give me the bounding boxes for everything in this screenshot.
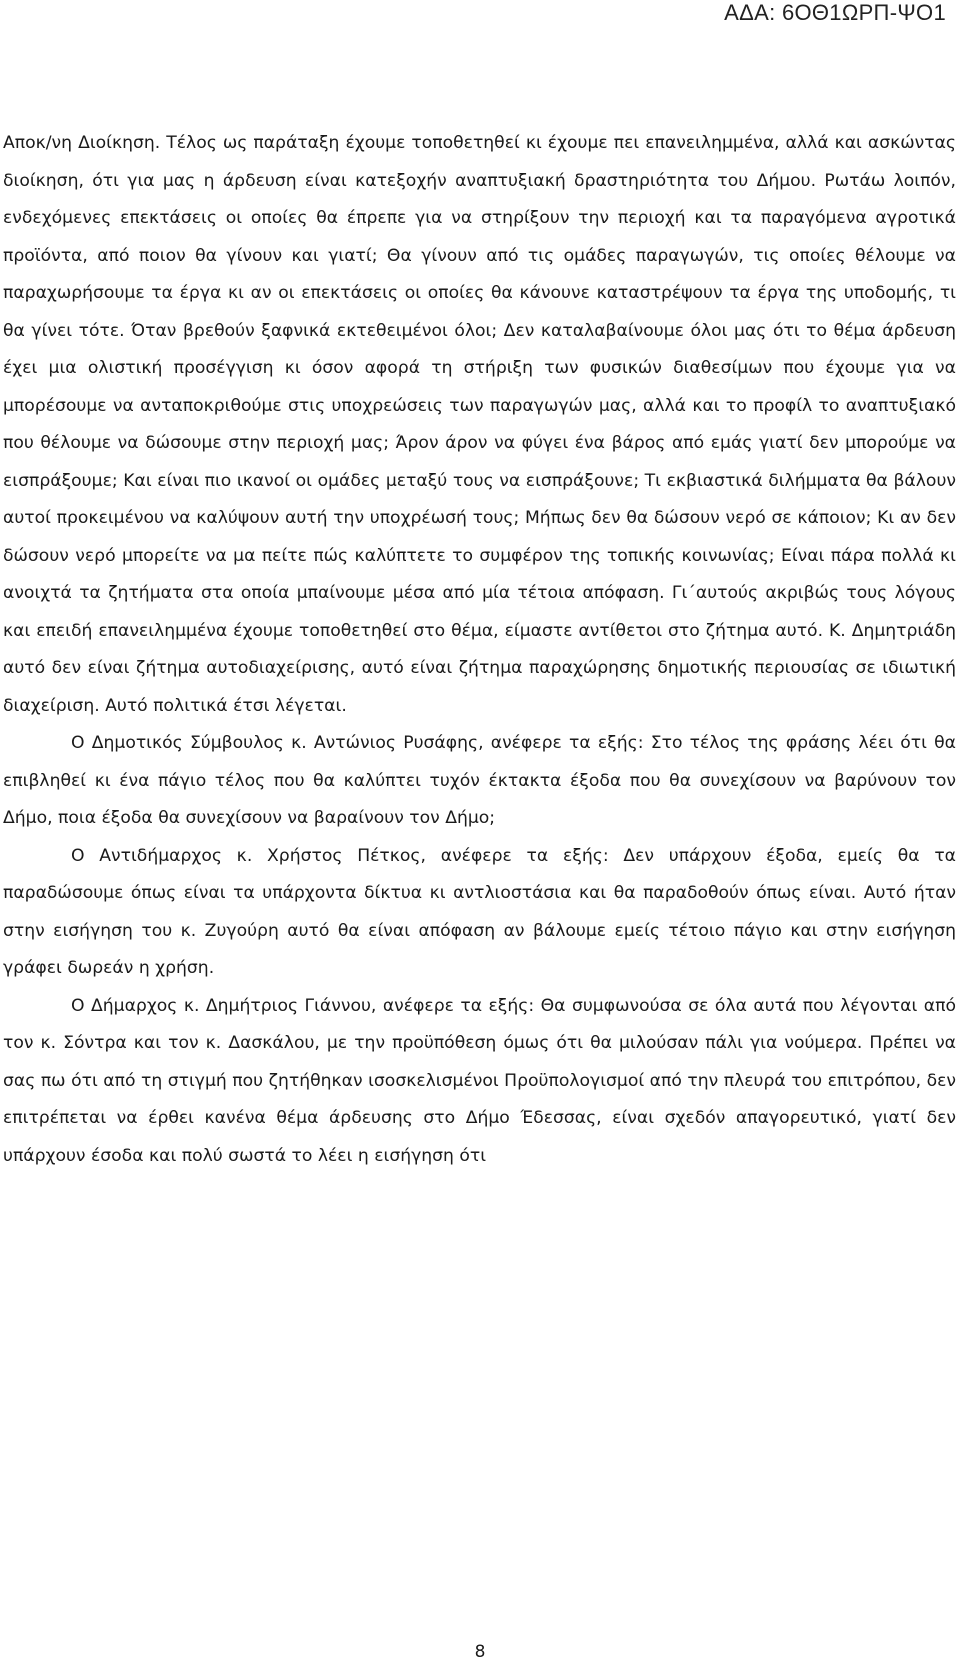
paragraph-mayor-giannou: Ο Δήμαρχος κ. Δημήτριος Γιάννου, ανέφερε τα εξής: Θα συμφωνούσα σε όλα αυτά που λέγονται από τον κ. Σόντρα και τον κ. Δασκάλου, με την προϋπόθεση όμως ότι θα μιλούσαν πάλι για νούμερα. Πρέπει να σας πω ότι από τη στιγμή που ζητήθηκαν ισοσκελισμένοι Προϋπολογισμοί από την πλευρά του επιτρόπου, δεν επιτρέπεται να έρθει κανένα θέμα άρδευσης στο Δήμο Έδεσσας, είναι σχεδόν απαγορευτικό, γιατί δεν υπάρχουν έσοδα και πολύ σωστά το λέει η εισήγηση ότι: [3, 995, 956, 1166]
page-number: 8: [474, 1642, 486, 1662]
document-id-code: ΑΔΑ: 6ΟΘ1ΩΡΠ-ΨΟ1: [724, 0, 946, 25]
paragraph-opposition-statement: Αποκ/νη Διοίκηση. Τέλος ως παράταξη έχουμε τοποθετηθεί κι έχουμε πει επανειλημμένα, αλλά και ασκώντας διοίκηση, ότι για μας η άρδευση είναι κατεξοχήν αναπτυξιακή δραστηριότητα του Δήμου. Ρωτάω λοιπόν, ενδεχόμενες επεκτάσεις οι οποίες θα έπρεπε για να στηρίξουν την περιοχή και τα παραγόμενα αγροτικά προϊόντα, από ποιον θα γίνουν και γιατί; Θα γίνουν από τις ομάδες παραγωγών, τις οποίες θέλουμε να παραχωρήσουμε τα έργα κι αν οι επεκτάσεις οι οποίες θα κάνουνε καταστρέψουν τα έργα της υποδομής, τι θα γίνει τότε. Όταν βρεθούν ξαφνικά εκτεθειμένοι όλοι; Δεν καταλαβαίνουμε όλοι μας ότι το θέμα άρδευση έχει μια ολιστική προσέγγιση κι όσον αφορά τη στήριξη των φυσικών διαθεσίμων που έχουμε για να μπορέσουμε να ανταποκριθούμε στις υποχρεώσεις των παραγωγών μας, αλλά και το προφίλ το αναπτυξιακό που θέλουμε να δώσουμε στην περιοχή μας; Άρον άρον να φύγει ένα βάρος από εμάς γιατί δεν μπορούμε να εισπράξουμε; Και είναι πιο ικανοί οι ομάδες μεταξύ τους να εισπράξουνε; Τι εκβιαστικά διλήμματα θα βάλουν αυτοί προκειμένου να καλύψουν αυτή την υποχρέωσή τους; Μήπως δεν θα δώσουν νερό σε κάποιον; Κι αν δεν δώσουν νερό μπορείτε να μα πείτε πώς καλύπτετε το συμφέρον της τοπικής κοινωνίας; Είναι πάρα πολλά κι ανοιχτά τα ζητήματα στα οποία μπαίνουμε μέσα από μία τέτοια απόφαση. Γι΄αυτούς ακριβώς τους λόγους και επειδή επανειλημμένα έχουμε τοποθετηθεί στο θέμα, είμαστε αντίθετοι στο ζήτημα αυτό. Κ. Δημητριάδη αυτό δεν είναι ζήτημα αυτοδιαχείρισης, αυτό είναι ζήτημα παραχώρησης δημοτικής περιουσίας σε ιδιωτική διαχείριση. Αυτό πολιτικά έτσι λέγεται.: [3, 133, 956, 716]
paragraph-councillor-rysafis: Ο Δημοτικός Σύμβουλος κ. Αντώνιος Ρυσάφης, ανέφερε τα εξής: Στο τέλος της φράσης λέει ότι θα επιβληθεί κι ένα πάγιο τέλος που θα καλύπτει τυχόν έκτακτα έξοδα που θα συνεχίσουν να βαρύνουν τον Δήμο, ποια έξοδα θα συνεχίσουν να βαραίνουν τον Δήμο;: [3, 733, 956, 828]
document-body: [3, 125, 956, 1175]
paragraph-deputy-mayor-petkos: Ο Αντιδήμαρχος κ. Χρήστος Πέτκος, ανέφερε τα εξής: Δεν υπάρχουν έξοδα, εμείς θα τα παραδώσουμε όπως είναι τα υπάρχοντα δίκτυα κι αντλιοστάσια και θα παραδοθούν όπως είναι. Αυτό ήταν στην εισήγηση του κ. Ζυγούρη αυτό θα είναι απόφαση αν βάλουμε εμείς τέτοιο πάγιο και στην εισήγηση γράφει δωρεάν η χρήση.: [3, 845, 956, 978]
